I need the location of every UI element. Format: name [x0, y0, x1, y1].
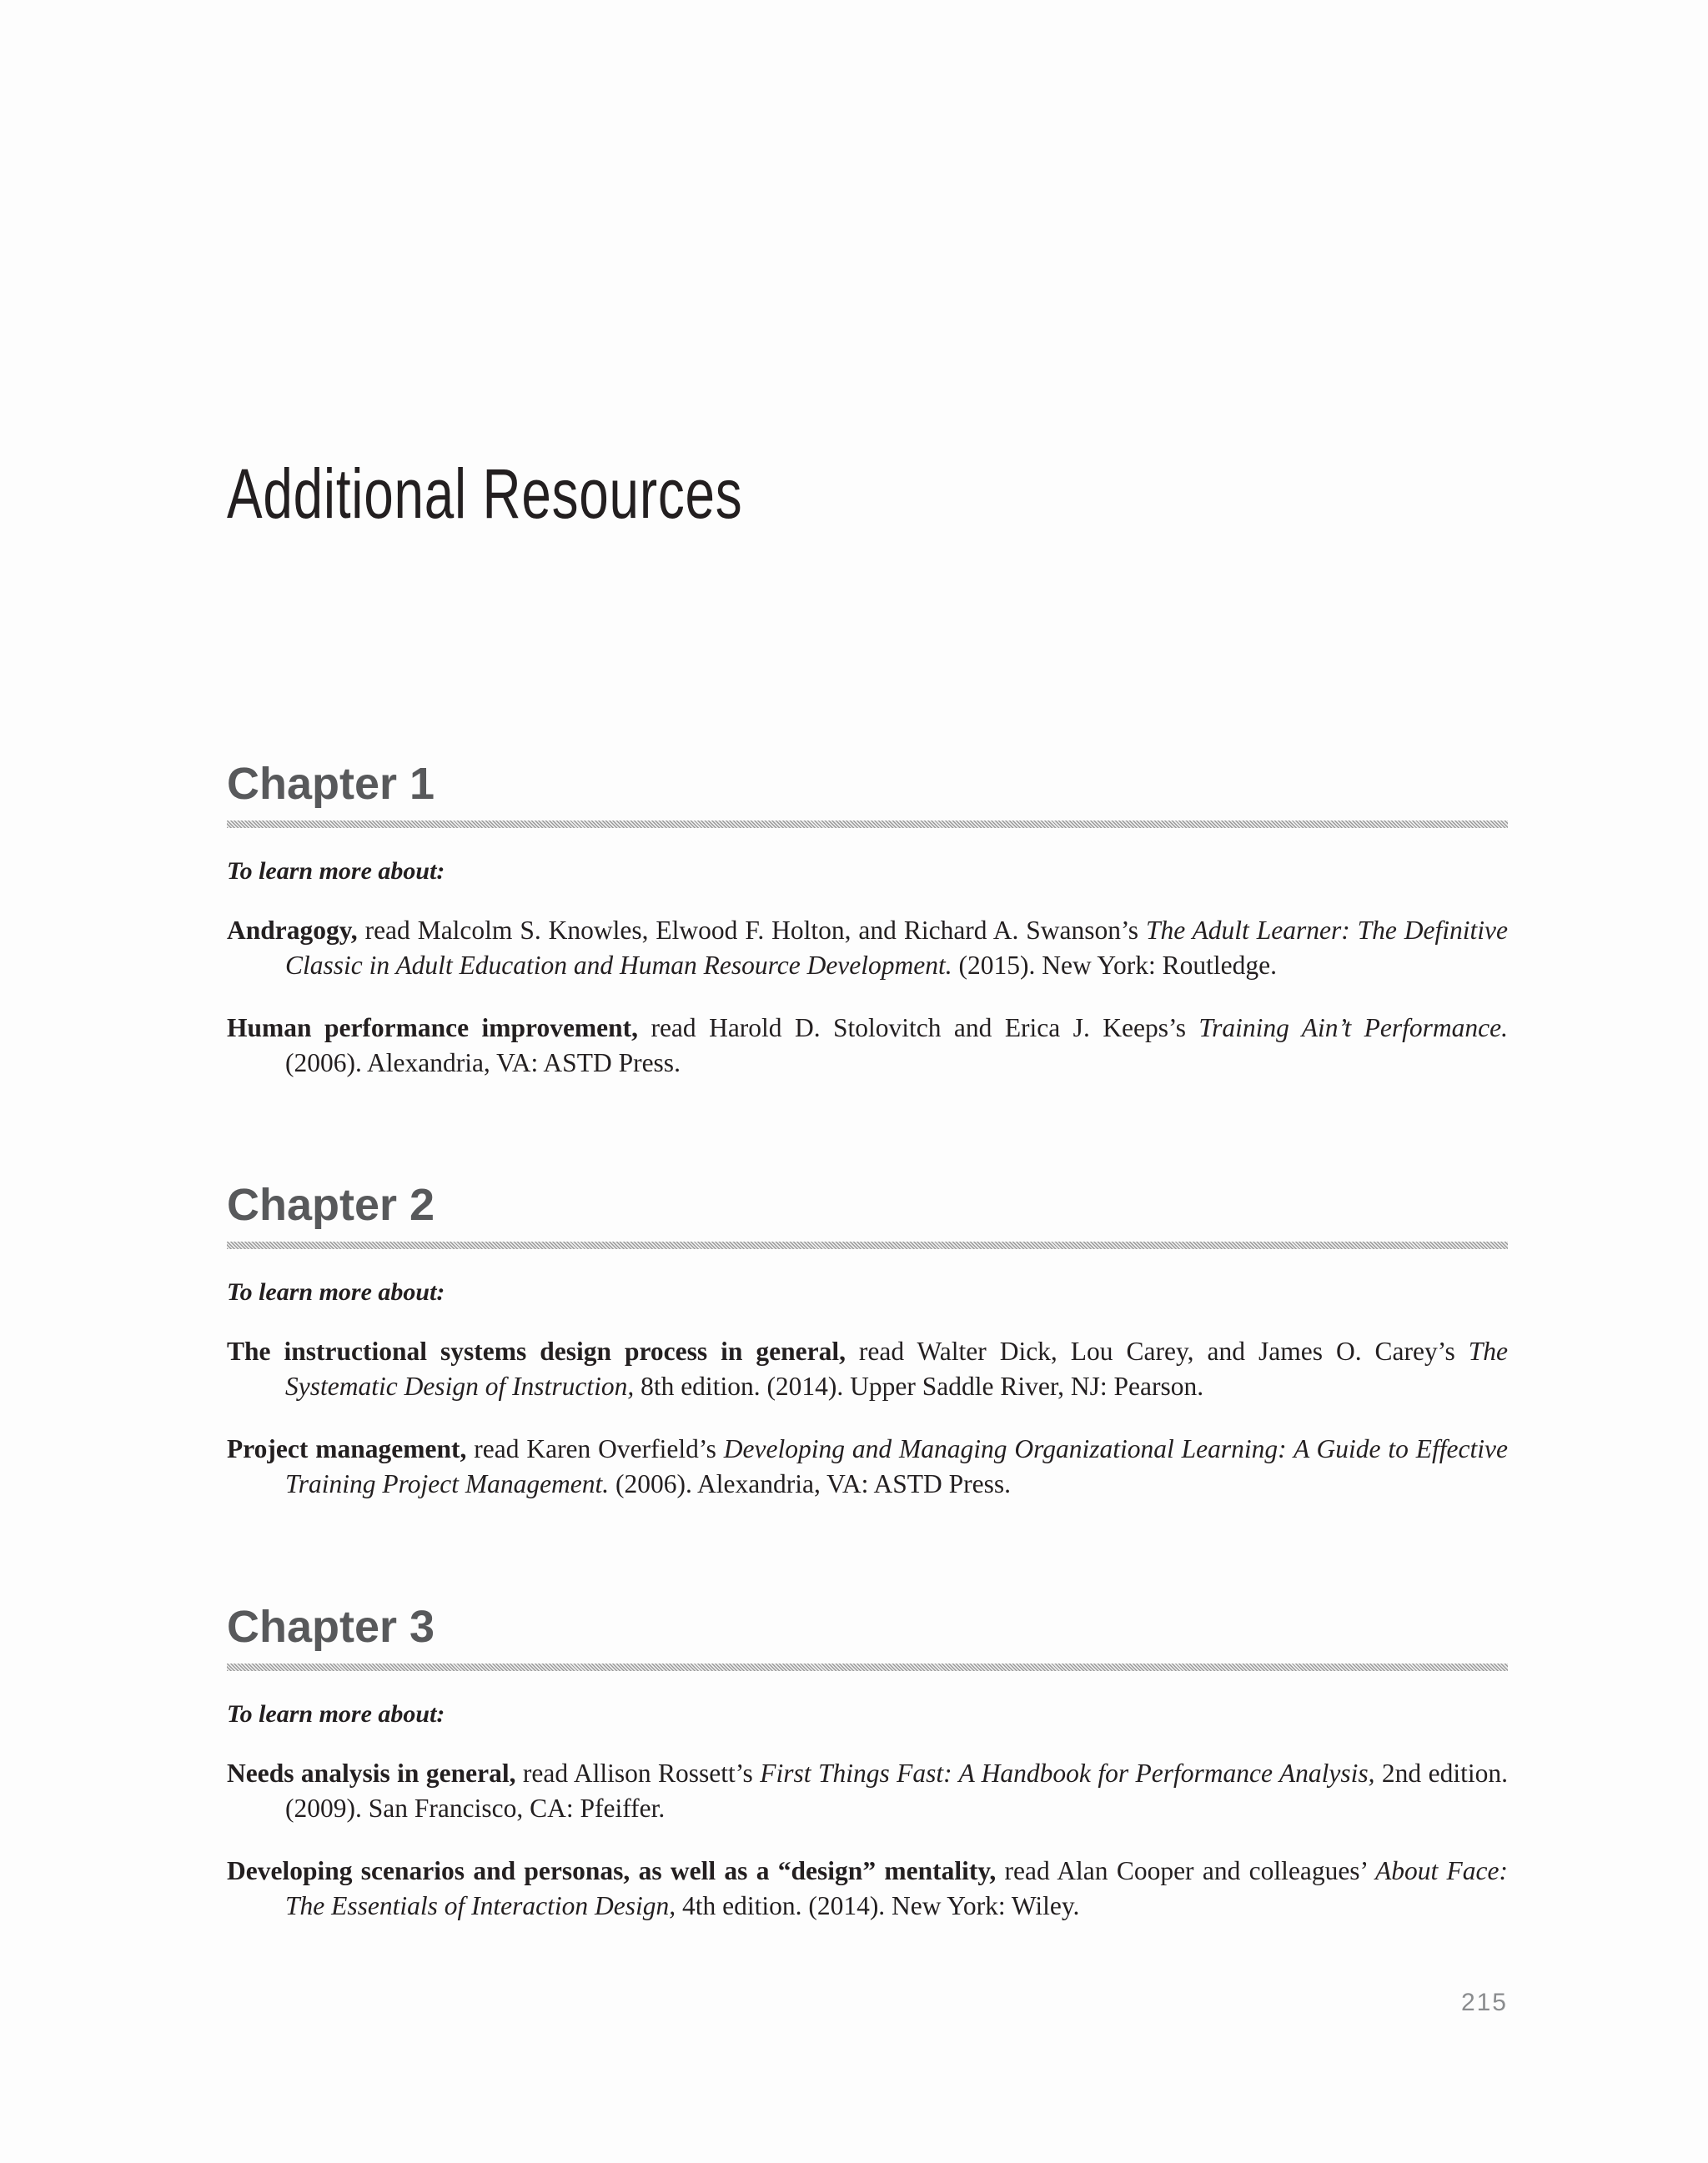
- resource-lead: read Walter Dick, Lou Carey, and James O. Carey’s: [845, 1337, 1469, 1366]
- learn-more-label: To learn more about:: [227, 1700, 445, 1728]
- chapter-divider: [227, 821, 1508, 828]
- resource-lead: read Malcolm S. Knowles, Elwood F. Holton, and Richard A. Swanson’s: [357, 916, 1146, 945]
- learn-more-label: To learn more about:: [227, 857, 445, 885]
- chapter-divider: [227, 1242, 1508, 1249]
- chapter-heading: Chapter 3: [227, 1602, 435, 1652]
- learn-more-label: To learn more about:: [227, 1278, 445, 1306]
- resource-publication-details: (2015). New York: Routledge.: [952, 951, 1277, 980]
- chapter-1-section: [227, 759, 1508, 1081]
- resource-lead: read Harold D. Stolovitch and Erica J. Keeps’s: [638, 1013, 1199, 1042]
- resource-entry: [227, 1011, 1508, 1081]
- resource-book-title: The Adult Learner: The Definitive Classic in Adult Education and Human Resource Development.: [285, 916, 1508, 980]
- resource-book-title: Developing and Managing Organizational Learning: A Guide to Effective Training Project Management.: [285, 1434, 1508, 1498]
- page-number: 215: [1460, 1989, 1508, 2016]
- resource-topic: Developing scenarios and personas, as well as a “design” mentality,: [227, 1856, 997, 1885]
- resource-publication-details: 8th edition. (2014). Upper Saddle River, NJ: Pearson.: [634, 1372, 1204, 1401]
- chapter-2-section: [227, 1180, 1508, 1502]
- resource-entry: [227, 913, 1508, 983]
- resource-publication-details: 4th edition. (2014). New York: Wiley.: [676, 1891, 1080, 1920]
- resource-lead: read Alan Cooper and colleagues’: [996, 1856, 1376, 1885]
- resource-book-title: Training Ain’t Performance.: [1198, 1013, 1508, 1042]
- resource-publication-details: (2006). Alexandria, VA: ASTD Press.: [285, 1048, 681, 1077]
- resource-book-title: About Face: The Essentials of Interaction Design,: [285, 1856, 1508, 1920]
- resource-book-title: The Systematic Design of Instruction,: [285, 1337, 1509, 1401]
- resource-book-title: First Things Fast: A Handbook for Performance Analysis,: [760, 1759, 1375, 1788]
- resource-publication-details: (2006). Alexandria, VA: ASTD Press.: [609, 1469, 1011, 1498]
- resource-topic: Needs analysis in general,: [227, 1759, 516, 1788]
- resource-lead: read Allison Rossett’s: [515, 1759, 761, 1788]
- resource-publication-details: 2nd edition. (2009). San Francisco, CA: Pfeiffer.: [285, 1759, 1508, 1823]
- resource-entry: [227, 1432, 1508, 1502]
- resource-entry: [227, 1334, 1508, 1404]
- chapter-divider: [227, 1664, 1508, 1671]
- chapter-heading: Chapter 2: [227, 1180, 435, 1230]
- resource-topic: Project management,: [227, 1434, 467, 1463]
- chapter-heading: Chapter 1: [227, 759, 435, 809]
- chapter-3-section: [227, 1602, 1508, 1924]
- resource-topic: Human performance improvement,: [227, 1013, 639, 1042]
- resource-entry: [227, 1854, 1508, 1924]
- resource-topic: The instructional systems design process in general,: [227, 1337, 846, 1366]
- resource-entry: [227, 1756, 1508, 1826]
- page-title: Additional Resources: [227, 454, 743, 533]
- resource-lead: read Karen Overfield’s: [466, 1434, 724, 1463]
- resource-topic: Andragogy,: [227, 916, 358, 945]
